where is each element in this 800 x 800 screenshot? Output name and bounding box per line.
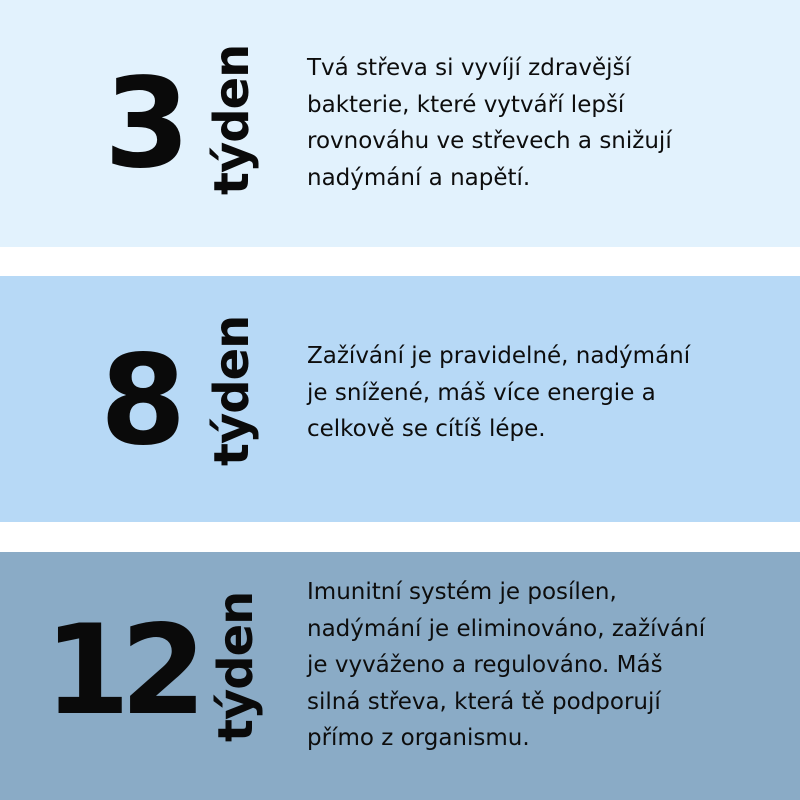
milestone-panel-week-8: [0, 276, 800, 522]
milestone-description: Tvá střeva si vyvíjí zdravější bakterie, které vytváří lepší rovnováhu ve střevech a snižují nadýmání a napětí.: [307, 55, 672, 191]
milestone-description: Imunitní systém je posílen, nadýmání je eliminováno, zažívání je vyváženo a regulováno. Máš silná střeva, která tě podporují přímo z organismu.: [307, 579, 706, 751]
milestone-description: Zažívání je pravidelné, nadýmání je snížené, máš více energie a celkově se cítíš lépe.: [307, 343, 691, 442]
milestone-panel-week-12: [0, 552, 800, 800]
milestone-number: 12: [44, 599, 197, 743]
milestone-number: 3: [104, 52, 187, 196]
milestone-unit-label: týden: [204, 44, 260, 195]
milestone-panel-week-3: [0, 0, 800, 247]
milestone-unit-label: týden: [208, 591, 264, 742]
milestone-number: 8: [100, 329, 183, 473]
milestone-unit-label: týden: [204, 315, 260, 466]
